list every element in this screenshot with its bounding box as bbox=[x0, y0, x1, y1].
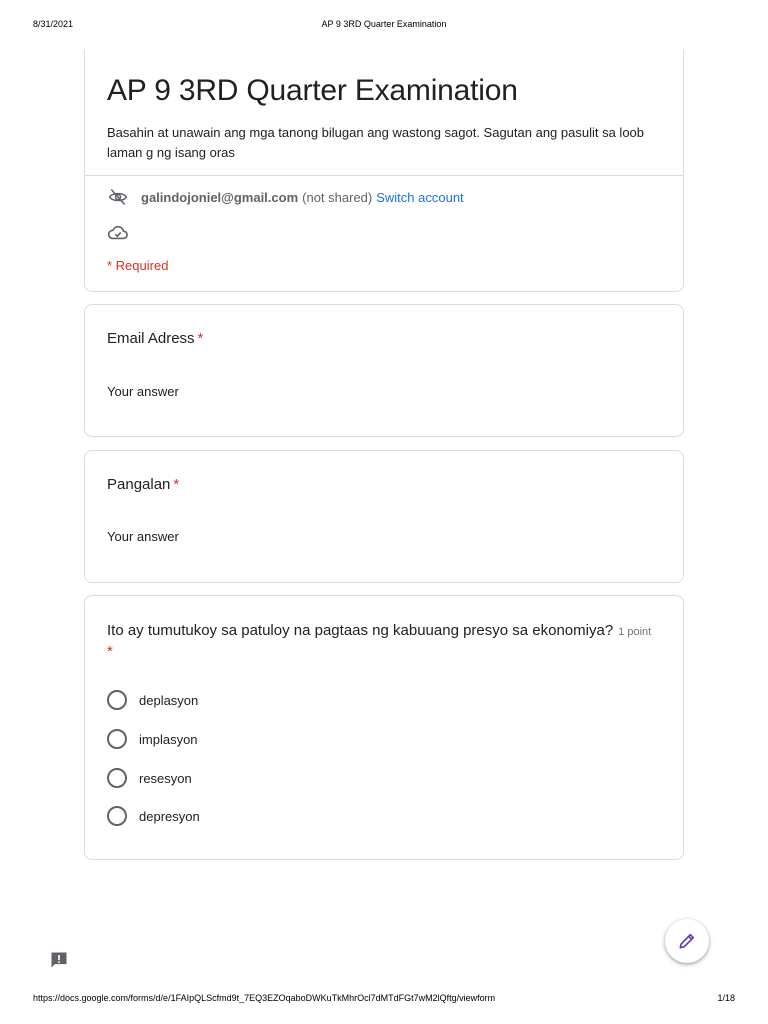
pencil-icon bbox=[677, 931, 697, 951]
edit-fab-button[interactable] bbox=[665, 919, 709, 963]
print-url: https://docs.google.com/forms/d/e/1FAIpQLScfmd9t_7EQ3EZOqaboDWKuTkMhrOcl7dMTdFGt7wM2lQftg/viewform bbox=[33, 993, 496, 1003]
not-shared-label: (not shared) bbox=[302, 189, 373, 205]
switch-account-link[interactable]: Switch account bbox=[376, 189, 464, 205]
question-title bbox=[107, 622, 651, 639]
radio-button[interactable] bbox=[107, 806, 127, 826]
form-description: Basahin at unawain ang mga tanong bilugan ang wastong sagot. Sagutan ang pasulit sa loob laman g ng isang oras bbox=[107, 125, 645, 160]
question-title-text: Ito ay tumutukoy sa patuloy na pagtaas ng kabuuang presyo sa ekonomiya? bbox=[107, 622, 614, 639]
account-row bbox=[107, 187, 464, 207]
feedback-icon[interactable] bbox=[49, 950, 69, 970]
option-resesyon[interactable] bbox=[107, 767, 192, 789]
print-footer bbox=[0, 993, 768, 1005]
option-deplasyon[interactable] bbox=[107, 689, 198, 711]
form-header-card bbox=[84, 50, 684, 292]
option-label: deplasyon bbox=[139, 692, 199, 708]
radio-button[interactable] bbox=[107, 768, 127, 788]
print-header bbox=[0, 19, 768, 31]
option-label: depresyon bbox=[139, 808, 200, 824]
eye-off-icon bbox=[107, 187, 129, 207]
option-label: implasyon bbox=[139, 731, 198, 747]
question-title-text: Pangalan bbox=[107, 476, 171, 493]
required-asterisk: * bbox=[107, 643, 113, 660]
email-answer-input[interactable]: Your answer bbox=[107, 384, 179, 399]
option-label: resesyon bbox=[139, 770, 192, 786]
required-asterisk: * bbox=[197, 330, 204, 347]
print-title: AP 9 3RD Quarter Examination bbox=[321, 19, 447, 29]
print-page-number: 1/18 bbox=[717, 993, 735, 1003]
question-title bbox=[107, 476, 179, 493]
print-date: 8/31/2021 bbox=[33, 19, 74, 29]
points-label: 1 point bbox=[618, 626, 652, 638]
question-title bbox=[107, 330, 203, 347]
question-title-text: Email Adress bbox=[107, 330, 195, 347]
option-implasyon[interactable] bbox=[107, 728, 198, 750]
form-title: AP 9 3RD Quarter Examination bbox=[107, 74, 518, 107]
radio-button[interactable] bbox=[107, 690, 127, 710]
header-divider bbox=[85, 175, 683, 176]
required-note: * Required bbox=[107, 258, 169, 273]
required-asterisk: * bbox=[173, 476, 180, 493]
option-depresyon[interactable] bbox=[107, 805, 200, 827]
radio-button[interactable] bbox=[107, 729, 127, 749]
question-card-q1 bbox=[84, 595, 684, 860]
cloud-check-icon bbox=[107, 223, 129, 243]
question-card-name bbox=[84, 450, 684, 583]
question-card-email bbox=[84, 304, 684, 437]
account-email: galindojoniel@gmail.com bbox=[141, 189, 299, 205]
name-answer-input[interactable]: Your answer bbox=[107, 529, 179, 544]
